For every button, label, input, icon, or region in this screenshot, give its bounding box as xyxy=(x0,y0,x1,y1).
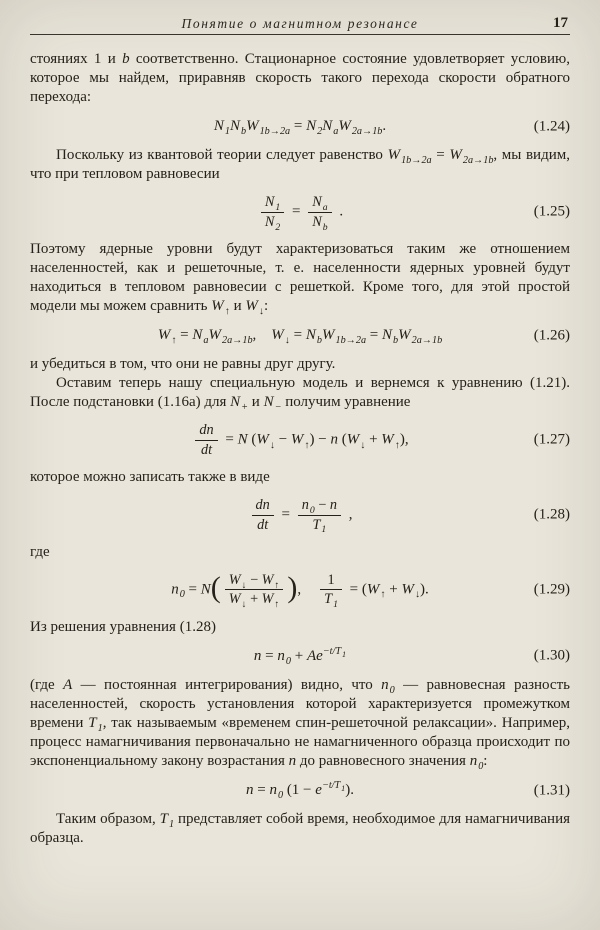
equation-1-29 xyxy=(30,571,570,611)
equation-1-24-number: (1.24) xyxy=(533,118,570,135)
equation-1-26-number: (1.26) xyxy=(533,327,570,344)
equation-1-28-math: $\frac{dn}{dt}$ = $\frac{n_0 - n}{T_1}$ , xyxy=(248,497,353,533)
equation-1-31 xyxy=(30,781,570,800)
equation-1-28-number: (1.28) xyxy=(533,506,570,523)
equation-1-25-number: (1.25) xyxy=(533,203,570,220)
equation-1-25 xyxy=(30,194,570,233)
equation-1-26-math: $W_↑ = N_aW_{2a\to 1b}$, $W_↓ = N_bW_{1b\to 2a} = N_bW_{2a\to 1b}$ xyxy=(157,327,443,347)
paragraph-conclusion: Таким образом, $T_1$ представляет собой время, необходимое для намагничивания образца. xyxy=(30,811,570,847)
equation-1-27-number: (1.27) xyxy=(533,431,570,448)
equation-1-26 xyxy=(30,326,570,345)
equation-1-24 xyxy=(30,117,570,136)
paragraph-where: где xyxy=(30,543,50,560)
paragraph-relaxation-time: (где A — постоянная интегрирования) видно, что $n_0$ — равновесная разность населенностей, скорость установления которой характеризуется промежутком времени $T_1$, так называемым «временем спин-решеточной релаксации». Например, процесс намагничивания первоначально не намагниченного образца происходит по экспоненциальному закону возрастания n до равновесного значения $n_0$: xyxy=(30,676,570,773)
paragraph-continuation: стояниях 1 и b соответственно. Стационарное состояние удовлетворяет условию, которое мы найдем, приравняв скорость такого перехода скорости обратного перехода: xyxy=(30,51,570,106)
paragraph-from-solution: Из решения уравнения (1.28) xyxy=(30,618,216,635)
paragraph-quantum-theory: Поскольку из квантовой теории следует равенство $W_{1b\to 2a} = W_{2a\to 1b}$, мы видим, что при тепловом равновесии xyxy=(30,147,570,183)
equation-1-27-math: $\frac{dn}{dt}$ = N $(W_↓ - W_↑) - n$ $(W_↓ + W_↑)$, xyxy=(191,422,408,458)
equation-1-30 xyxy=(30,647,570,666)
equation-1-31-number: (1.31) xyxy=(533,782,570,799)
equation-1-25-math: $\frac{N_1}{N_2}$ = $\frac{N_a}{N_b}$ . xyxy=(257,194,343,230)
page-number: 17 xyxy=(553,15,568,31)
equation-1-30-math: $n = n_0 + Ae^{-t/T_1}$ xyxy=(253,645,347,667)
paragraph-not-equal: и убедиться в том, что они не равны друг другу. xyxy=(30,356,336,373)
equation-1-27 xyxy=(30,422,570,458)
equation-1-29-math: $n_0 = N$( $\frac{W_↓ - W_↑}{W_↓ + W_↑}$ ), $\frac{1}{T_1}$ = $(W_↑ + W_↓)$. xyxy=(171,571,429,611)
equation-1-31-math: $n = n_0$ $(1 - e^{-t/T_1})$. xyxy=(246,780,354,802)
paragraph-nuclear-levels: Поэтому ядерные уровни будут характеризоваться таким же отношением населенностей, как и решеточные, т. е. населенности ядерных уровней будут находиться в тепловом равновесии с решеткой. Кроме того, для этой простой модели мы можем сравнить $W_↑$ и $W_↓$: xyxy=(30,241,570,318)
page-header xyxy=(30,14,570,35)
paragraph-return-to-model: Оставим теперь нашу специальную модель и вернемся к уравнению (1.21). После подстановки (1.16а) для $N_+$ и $N_-$ получим уравнение xyxy=(30,375,570,414)
paragraph-rewrite: которое можно записать также в виде xyxy=(30,469,270,486)
equation-1-29-number: (1.29) xyxy=(533,581,570,598)
equation-1-24-math: $N_1N_bW_{1b\to 2a} = N_2N_aW_{2a\to 1b}$. xyxy=(213,118,387,138)
equation-1-30-number: (1.30) xyxy=(533,647,570,664)
equation-1-28 xyxy=(30,497,570,536)
running-title: Понятие о магнитном резонансе xyxy=(181,16,419,31)
